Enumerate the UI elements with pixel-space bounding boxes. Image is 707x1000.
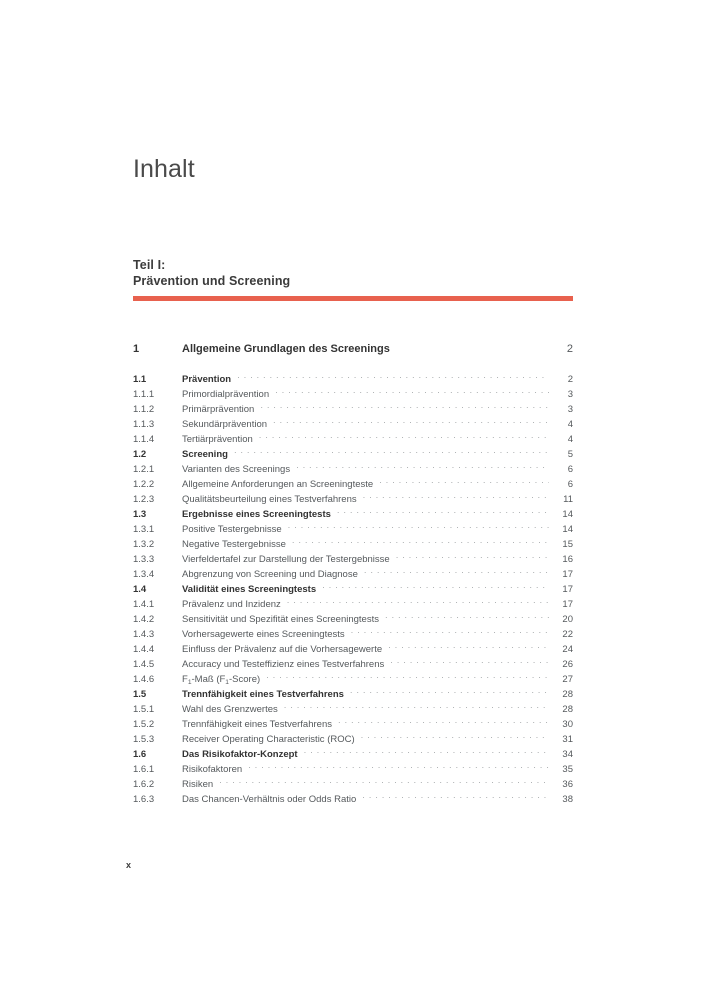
- toc-entry-number: 1.4: [133, 584, 147, 595]
- toc-entry-number: 1: [133, 343, 140, 355]
- toc-entry-number: 1.6: [133, 749, 147, 760]
- toc-entry[interactable]: [133, 745, 573, 760]
- toc-entry-number: 1.3: [133, 509, 147, 520]
- toc-entry-page-number: 20: [562, 614, 573, 625]
- toc-entry[interactable]: [133, 595, 573, 610]
- toc-dot-leader: [287, 595, 549, 607]
- toc-dot-leader: [390, 655, 549, 667]
- toc-entry-title: Sekundärprävention: [182, 419, 268, 430]
- toc-dot-leader: [337, 505, 549, 517]
- toc-entry[interactable]: [133, 475, 573, 490]
- toc-entry-number: 1.3.1: [133, 524, 155, 535]
- toc-dot-leader: [379, 475, 549, 487]
- toc-dot-leader: [266, 670, 549, 682]
- toc-dot-leader: [275, 385, 549, 397]
- toc-entry-page-number: 22: [562, 629, 573, 640]
- toc-entry-page-number: 28: [562, 689, 573, 700]
- toc-entry-number: 1.1.3: [133, 419, 155, 430]
- toc-entry[interactable]: [133, 400, 573, 415]
- toc-dot-leader: [248, 760, 549, 772]
- toc-entry-title: Allgemeine Anforderungen an Screeningteste: [182, 479, 374, 490]
- toc-entry-title: Ergebnisse eines Screeningtests: [182, 509, 331, 520]
- toc-dot-leader: [363, 490, 549, 502]
- toc-entry-page-number: 11: [563, 494, 573, 505]
- toc-entry[interactable]: [133, 790, 573, 805]
- toc-entry-number: 1.2: [133, 449, 147, 460]
- toc-entry[interactable]: [133, 535, 573, 550]
- toc-dot-leader: [304, 745, 549, 757]
- toc-entry[interactable]: [133, 490, 573, 505]
- toc-entry[interactable]: [133, 520, 573, 535]
- toc-entry-number: 1.3.2: [133, 539, 155, 550]
- toc-entry-page-number: 26: [562, 659, 573, 670]
- toc-entry-number: 1.5.2: [133, 719, 155, 730]
- toc-entry-number: 1.3.4: [133, 569, 155, 580]
- toc-dot-leader: [338, 715, 549, 727]
- toc-entry-number: 1.6.3: [133, 794, 155, 805]
- toc-entry[interactable]: [133, 337, 573, 361]
- toc-entry-number: 1.1.2: [133, 404, 155, 415]
- toc-entry[interactable]: [133, 715, 573, 730]
- toc-entry[interactable]: [133, 610, 573, 625]
- toc-entry-number: 1.1.4: [133, 434, 155, 445]
- toc-entry-number: 1.5.1: [133, 704, 155, 715]
- toc-entry[interactable]: [133, 505, 573, 520]
- toc-entry-page-number: 34: [562, 749, 573, 760]
- toc-entry-title: Risikofaktoren: [182, 764, 243, 775]
- toc-entry-title: Primordialprävention: [182, 389, 270, 400]
- toc-entry[interactable]: [133, 460, 573, 475]
- toc-entry-page-number: 14: [562, 524, 573, 535]
- toc-dot-leader: [219, 775, 549, 787]
- toc-entry-page-number: 3: [567, 404, 573, 415]
- toc-entry[interactable]: [133, 565, 573, 580]
- toc-dot-leader: [350, 685, 549, 697]
- toc-entry-number: 1.3.3: [133, 554, 155, 565]
- part-heading-line2: Prävention und Screening: [133, 273, 291, 288]
- toc-dot-leader: [260, 400, 549, 412]
- toc-entry-title: Receiver Operating Characteristic (ROC): [182, 734, 355, 745]
- toc-entry-page-number: 30: [562, 719, 573, 730]
- toc-entry-title: Prävalenz und Inzidenz: [182, 599, 281, 610]
- toc-entry-page-number: 2: [566, 343, 573, 355]
- toc-entry-page-number: 4: [567, 419, 573, 430]
- toc-dot-leader: [361, 730, 549, 742]
- toc-entry-number: 1.4.2: [133, 614, 155, 625]
- toc-entry[interactable]: [133, 655, 573, 670]
- toc-dot-leader: [273, 415, 549, 427]
- toc-entry-number: 1.5: [133, 689, 147, 700]
- toc-entry-page-number: 16: [562, 554, 573, 565]
- toc-dot-leader: [234, 445, 549, 457]
- toc-dot-leader: [351, 625, 549, 637]
- toc-entry-number: 1.6.2: [133, 779, 155, 790]
- part-heading: [133, 258, 290, 289]
- toc-entry[interactable]: [133, 430, 573, 445]
- toc-entry-page-number: 17: [562, 569, 573, 580]
- toc-entry-title: Abgrenzung von Screening und Diagnose: [182, 569, 358, 580]
- toc-entry-number: 1.4.6: [133, 674, 155, 685]
- toc-entry-title: Risiken: [182, 779, 214, 790]
- page-title: Inhalt: [133, 155, 195, 183]
- toc-entry-number: 1.2.3: [133, 494, 155, 505]
- toc-entry[interactable]: [133, 580, 573, 595]
- toc-dot-leader: [322, 580, 549, 592]
- toc-entry-number: 1.2.1: [133, 464, 155, 475]
- toc-entry-number: 1.1: [133, 374, 147, 385]
- toc-entry-title: Einfluss der Prävalenz auf die Vorhersagewerte: [182, 644, 383, 655]
- toc-entry-title: Das Chancen-Verhältnis oder Odds Ratio: [182, 794, 357, 805]
- toc-dot-leader: [396, 340, 549, 352]
- toc-dot-leader: [288, 520, 549, 532]
- toc-entry-number: 1.4.4: [133, 644, 155, 655]
- toc-entry-page-number: 2: [567, 374, 573, 385]
- toc-entry[interactable]: [133, 415, 573, 430]
- part-divider-rule: [133, 296, 573, 301]
- toc-entry-page-number: 31: [562, 734, 573, 745]
- toc-entry-title: Negative Testergebnisse: [182, 539, 286, 550]
- toc-entry-title: Screening: [182, 449, 228, 460]
- toc-entry[interactable]: [133, 760, 573, 775]
- toc-entry-title: Accuracy und Testeffizienz eines Testverfahrens: [182, 659, 385, 670]
- toc-entry-page-number: 35: [562, 764, 573, 775]
- toc-entry-title: Trennfähigkeit eines Testverfahrens: [182, 689, 344, 700]
- toc-dot-leader: [388, 640, 549, 652]
- toc-entry[interactable]: [133, 625, 573, 640]
- toc-entry[interactable]: [133, 685, 573, 700]
- toc-entry[interactable]: [133, 550, 573, 565]
- toc-entry-number: 1.2.2: [133, 479, 155, 490]
- toc-entry[interactable]: [133, 775, 573, 790]
- toc-entry-page-number: 4: [567, 434, 573, 445]
- toc-entry-title: $F_1$-Maß $(F_1-Score)$: [182, 674, 261, 686]
- toc-entry[interactable]: [133, 700, 573, 715]
- toc-entry[interactable]: [133, 640, 573, 655]
- toc-entry-title: Trennfähigkeit eines Testverfahrens: [182, 719, 332, 730]
- toc-entry-page-number: 27: [562, 674, 573, 685]
- toc-list: [133, 337, 573, 805]
- toc-entry-title: Vierfeldertafel zur Darstellung der Testergebnisse: [182, 554, 390, 565]
- toc-entry-title: Tertiärprävention: [182, 434, 253, 445]
- toc-entry-page-number: 17: [562, 584, 573, 595]
- toc-entry-number: 1.6.1: [133, 764, 155, 775]
- toc-entry-title: Primärprävention: [182, 404, 255, 415]
- toc-entry-page-number: 28: [562, 704, 573, 715]
- toc-dot-leader: [362, 790, 549, 802]
- toc-entry[interactable]: [133, 385, 573, 400]
- toc-entry-title: Wahl des Grenzwertes: [182, 704, 278, 715]
- toc-entry-title: Sensitivität und Spezifität eines Screeningtests: [182, 614, 379, 625]
- toc-dot-leader: [259, 430, 549, 442]
- toc-entry[interactable]: [133, 670, 573, 685]
- toc-entry-title: Allgemeine Grundlagen des Screenings: [182, 343, 390, 355]
- toc-entry-page-number: 14: [562, 509, 573, 520]
- toc-entry-title: Prävention: [182, 374, 232, 385]
- toc-entry-page-number: 15: [562, 539, 573, 550]
- toc-dot-leader: [292, 535, 549, 547]
- toc-entry[interactable]: [133, 370, 573, 385]
- toc-entry-page-number: 36: [562, 779, 573, 790]
- toc-dot-leader: [396, 550, 549, 562]
- toc-entry-title: Das Risikofaktor-Konzept: [182, 749, 298, 760]
- toc-entry-number: 1.1.1: [133, 389, 155, 400]
- toc-entry[interactable]: [133, 445, 573, 460]
- toc-entry[interactable]: [133, 730, 573, 745]
- toc-entry-page-number: 6: [567, 464, 573, 475]
- toc-entry-number: 1.4.3: [133, 629, 155, 640]
- toc-entry-page-number: 17: [562, 599, 573, 610]
- toc-dot-leader: [296, 460, 549, 472]
- toc-entry-page-number: 24: [562, 644, 573, 655]
- toc-dot-leader: [385, 610, 549, 622]
- toc-entry-title: Vorhersagewerte eines Screeningtests: [182, 629, 345, 640]
- toc-entry-page-number: 38: [562, 794, 573, 805]
- toc-entry-number: 1.5.3: [133, 734, 155, 745]
- toc-entry-page-number: 5: [567, 449, 573, 460]
- toc-dot-leader: [284, 700, 549, 712]
- toc-dot-leader: [237, 370, 549, 382]
- toc-entry-title: Varianten des Screenings: [182, 464, 291, 475]
- toc-entry-page-number: 6: [567, 479, 573, 490]
- toc-dot-leader: [364, 565, 549, 577]
- toc-entry-title: Validität eines Screeningtests: [182, 584, 317, 595]
- toc-entry-title: Positive Testergebnisse: [182, 524, 282, 535]
- toc-entry-page-number: 3: [567, 389, 573, 400]
- part-heading-line1: Teil I:: [133, 258, 166, 272]
- toc-chapter-spacer: [133, 361, 573, 370]
- toc-entry-title: Qualitätsbeurteilung eines Testverfahrens: [182, 494, 357, 505]
- toc-entry-number: 1.4.5: [133, 659, 155, 670]
- toc-entry-number: 1.4.1: [133, 599, 155, 610]
- page-number-folio: x: [126, 860, 132, 870]
